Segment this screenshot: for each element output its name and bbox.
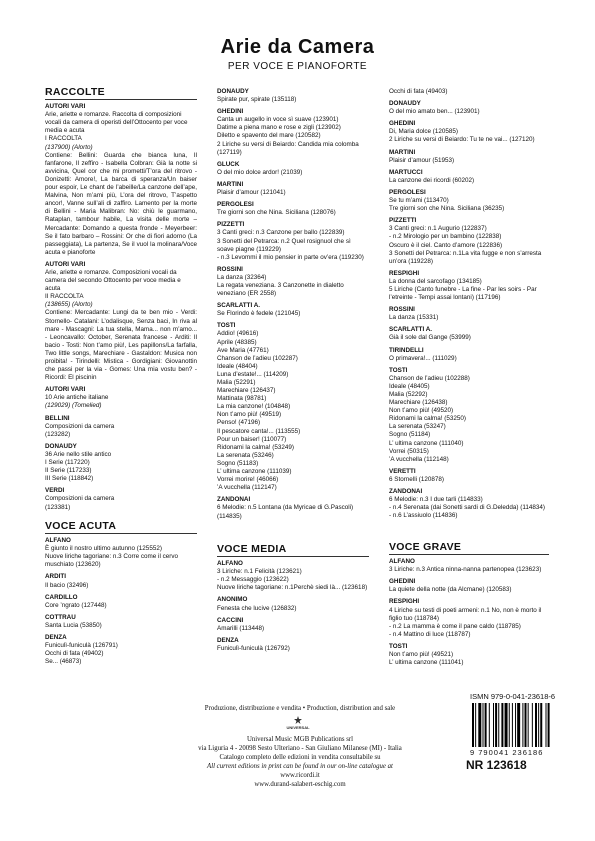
composer-name: ALFANO — [45, 537, 71, 545]
barcode-bar — [498, 703, 499, 747]
barcode-bar — [535, 703, 537, 747]
composer-block — [217, 637, 369, 653]
work-entry: 5 Liriche (Canto funebre - La fine - Par les soirs - Par l’etreinte - Tempi assai lontani) (117196) — [389, 285, 537, 302]
barcode-bar — [505, 703, 508, 747]
composer-block — [217, 201, 369, 217]
work-entry: Contiene: Bellini: Guarda che bianca luna, Il fanfarone, Il zeffiro - Isabella Colbran: Già la notte si avvicina, Quel cor che mi prometti/T’ora del ritrovo - Donizetti: Amore!, La barca di speranza/Un baiser pour espoir, Le chant de l’abeille/La canzone dell’ape, Malvina, Non m’ami più, L’ora del ritrovo, T’aspetto ancor!, Vanne sull’ali di zaffiro. Lamento per la morte di Bellini - Maria Malibran: No: chiù le guarmano, Rataplan, tambour habile, La visita delle morte – Mercadante: Domando a questa fronde - Meyerbeer: Se il fato barbaro – Rossini: Or che di fiori adorno (La passeggiata), La partenza, Se il vuol la molinara/Voce acuta e pianoforte — [45, 151, 197, 256]
barcode-digits: 9 790041 236186 — [470, 748, 544, 757]
work-entry: 2 Liriche su versi di Beiardo: Candida mia colomba (127119) — [217, 140, 359, 156]
composer-block — [45, 573, 197, 589]
work-entry: - n.2 Mirologio per un bambino (122838) — [389, 233, 502, 241]
barcode-icon — [470, 703, 582, 747]
composer-block — [389, 578, 549, 594]
work-entry: 4 Liriche su testi di poeti armeni: n.1 No, non è morto il figlio tuo (118784) — [389, 606, 542, 622]
composer-block — [389, 468, 549, 484]
publisher-link[interactable]: www.ricordi.it — [280, 772, 320, 779]
voce-acuta-section — [45, 522, 197, 670]
composer-block — [389, 306, 549, 322]
barcode-bar — [512, 703, 513, 747]
composer-name: PERGOLESI — [217, 201, 254, 209]
isbn-number: ISMN 979-0-041-23618-6 — [470, 692, 556, 701]
work-entry: ’A vucchella (112147) — [217, 484, 277, 492]
composer-block — [217, 496, 369, 520]
work-entry: Nuove liriche tagoriane: n.1Perchè siedi là... (123618) — [217, 584, 368, 592]
work-entry: 6 Stornelli (120878) — [389, 475, 444, 483]
composer-name: SCARLATTI A. — [389, 326, 433, 334]
composer-block — [217, 560, 369, 592]
work-entry: 3 Sonetti del Petrarca: n.2 Quel rosignuol che sì soave piagne (119229) — [217, 237, 351, 253]
composer-block — [45, 415, 197, 439]
work-entry: Marechiare (126438) — [389, 399, 448, 407]
composer-block — [217, 322, 369, 492]
work-entry: I Serie (117220) — [45, 459, 90, 467]
composer-name: RESPIGHI — [389, 598, 420, 606]
barcode-bar — [501, 703, 503, 747]
publisher-line: Produzione, distribuzione e vendita • Production, distribution and sale — [204, 705, 396, 712]
work-entry: Ave Maria (47761) — [217, 346, 269, 354]
composer-block — [217, 108, 369, 157]
composer-name: TOSTI — [389, 366, 408, 374]
divider — [45, 99, 197, 100]
work-entry: È giunto il nostro ultimo autunno (125552) — [45, 545, 162, 553]
section-heading: VOCE ACUTA — [45, 520, 117, 532]
composer-name: DONAUDY — [217, 88, 249, 95]
composer-block — [389, 189, 549, 213]
composer-block — [217, 221, 369, 261]
work-entry: 3 Liriche: n.3 Antica ninna-nanna partenopea (123623) — [389, 566, 542, 574]
work-entry: Arie, ariette e romanze. Composizioni vocali da camera del secondo Ottocento per voce media e acuta — [45, 268, 181, 293]
composer-block — [389, 169, 549, 185]
work-entry: Vorrei (50315) — [389, 447, 429, 455]
work-entry: Occhi di fata (49402) — [45, 650, 104, 658]
barcode-bar — [525, 703, 527, 747]
work-entry: Occhi di fata (49403) — [389, 88, 448, 95]
composer-block — [389, 367, 549, 464]
logo-text: UNIVERSAL — [286, 725, 310, 730]
composer-name: TIRINDELLI — [389, 346, 424, 354]
barcode-bar — [475, 703, 476, 747]
work-entry: Il bacio (32496) — [45, 581, 89, 589]
work-entry: Chanson de l’adieu (102287) — [217, 354, 298, 362]
composer-name: VERETTI — [389, 467, 416, 475]
composer-name: MARTINI — [217, 180, 244, 188]
work-entry: La canzone dei ricordi (60202) — [389, 176, 475, 184]
composer-name: PIZZETTI — [389, 217, 417, 225]
work-entry: Ideale (48404) — [217, 362, 258, 370]
work-entry: O primavera!... (111029) — [389, 354, 457, 362]
catalog-number: NR 123618 — [466, 758, 527, 772]
composer-name: SCARLATTI A. — [217, 302, 261, 310]
composer-name: DONAUDY — [45, 442, 77, 450]
universal-logo-icon — [283, 715, 313, 733]
work-entry: Plaisir d’amour (121041) — [217, 189, 286, 197]
publisher-link[interactable]: www.durand-salabert-eschig.com — [254, 781, 346, 788]
work-entry: Core ’ngrato (127448) — [45, 601, 107, 609]
work-entry: Composizioni da camera — [45, 495, 115, 503]
composer-name: ALFANO — [217, 560, 243, 568]
work-entry: II RACCOLTA — [45, 293, 84, 301]
composer-block — [45, 386, 197, 410]
work-entry: 36 Arie nello stile antico — [45, 450, 112, 458]
composer-name: AUTORI VARI — [45, 260, 86, 268]
work-entry: 6 Melodie: n.5 Lontana (da Myricae di G.Pascoli) (114835) — [217, 504, 354, 520]
composer-block — [389, 270, 549, 302]
composer-block — [389, 598, 549, 638]
work-entry: (138655) (Alorto) — [45, 301, 93, 309]
barcode-bar — [522, 703, 523, 747]
work-entry: La mia canzone! (104848) — [217, 403, 291, 411]
composer-name: TOSTI — [389, 642, 408, 650]
work-entry: Tre giorni son che Nina. Siciliana (36235) — [389, 205, 505, 213]
divider — [389, 554, 549, 555]
work-entry: 10 Arie antiche italiane — [45, 394, 109, 402]
work-entry: Canta un augello in voce sì suave (123901) — [217, 116, 339, 124]
work-entry: L’ ultima canzone (111041) — [389, 659, 464, 667]
composer-name: DONAUDY — [389, 100, 421, 108]
composer-block — [389, 149, 549, 165]
composer-block — [389, 643, 549, 667]
composer-block — [217, 181, 369, 197]
work-entry: Datime a piena mano e rose e zigli (123902) — [217, 124, 341, 132]
work-entry: Non t’amo più! (49521) — [389, 651, 454, 659]
composer-block — [45, 594, 197, 610]
work-entry: II Serie (117233) — [45, 467, 92, 475]
work-entry: Fenesta che lucive (126832) — [217, 604, 297, 612]
work-entry: Non t’amo più! (49520) — [389, 407, 454, 415]
barcode-bar — [546, 703, 547, 747]
work-entry: Di, Maria dolce (120585) — [389, 128, 458, 136]
section-heading: VOCE MEDIA — [217, 543, 287, 555]
composer-name: TOSTI — [217, 322, 236, 330]
composer-name: GHEDINI — [389, 120, 416, 128]
composer-block — [45, 614, 197, 630]
work-entry: Se Florindo è fedele (121045) — [217, 310, 301, 318]
composer-block — [45, 261, 197, 382]
composer-block — [217, 161, 369, 177]
work-entry: (137900) (Alorto) — [45, 143, 93, 151]
barcode-bar — [509, 703, 510, 747]
work-entry: Il pescatore canta!... (113555) — [217, 427, 301, 435]
composer-block — [217, 617, 369, 633]
work-entry: Sogno (51184) — [389, 431, 431, 439]
work-entry: Sogno (51183) — [217, 459, 259, 467]
work-entry: Già il sole dal Gange (53999) — [389, 334, 471, 342]
work-entry: Arie, ariette e romanze. Raccolta di composizioni vocali da camera di operisti dell’Ottocento per voce media e acuta — [45, 111, 188, 135]
work-entry: Contiene: Mercadante: Lungi da te ben mio - Verdi: Stornello- Catalani: L’odalisque, Senza baci, In riva al mare - Mascagni: La tua stella, Mama... non m’amo... - Leoncavallo: October, Serenata francese - Arditi: Il bacio - Tosti: Non t’amo più!, Les papillons/La farfalla, Two little songs, Marechiare - Gastaldon: Musica non proibita! - Tirindelli: Mistica - Gordigiani: Giovanottin che passi per la via - Gomes: Una mia vostu ben? - Ricordi: El piscinin — [45, 309, 197, 382]
composer-name: CARDILLO — [45, 593, 78, 601]
work-entry: Diletto e spavento del mare (120582) — [217, 132, 321, 140]
composer-name: MARTINI — [389, 148, 416, 156]
composer-name: GLUCK — [217, 160, 240, 168]
voce-grave-section — [389, 543, 549, 671]
work-entry: Funiculì-funiculà (126791) — [45, 642, 118, 650]
work-entry: Nuove liriche tagoriane: n.3 Corre come il cervo muschiato (123620) — [45, 553, 178, 569]
barcode-bar — [538, 703, 539, 747]
work-entry: - n.4 Serenata (dai Sonetti sardi di G.Deledda) (114834) — [389, 504, 545, 512]
work-entry: (123282) — [45, 430, 71, 438]
composer-name: PIZZETTI — [217, 221, 245, 229]
composer-name: DENZA — [217, 636, 239, 644]
composer-name: ROSSINI — [389, 306, 415, 314]
publisher-line: Catalogo completo delle edizioni in vendita consultabile su — [219, 754, 381, 761]
work-entry: Luna d’estate!... (114209) — [217, 370, 289, 378]
composer-name: DENZA — [45, 634, 67, 642]
work-entry: 3 Liriche: n.1 Felicità (123621) — [217, 568, 302, 576]
barcode-bar — [548, 703, 550, 747]
composer-name: GHEDINI — [217, 108, 244, 116]
composer-name: BELLINI — [45, 414, 70, 422]
publisher-line: via Liguria 4 - 20098 Sesto Ulteriano - San Giuliano Milanese (MI) - Italia — [198, 745, 402, 752]
work-entry: Funiculì-funiculà (126792) — [217, 644, 290, 652]
barcode-bar — [528, 703, 529, 747]
work-entry: 3 Sonetti del Petrarca: n.1La vita fugge e non s’arresta un’ora (119228) — [389, 249, 542, 265]
work-entry: I RACCOLTA — [45, 135, 82, 143]
column-three-list — [389, 88, 549, 524]
work-entry: Plaisir d’amour (51953) — [389, 156, 455, 164]
composer-name: COTTRAU — [45, 613, 76, 621]
composer-block — [45, 634, 197, 666]
work-entry: Ridonami la calma! (53249) — [217, 443, 294, 451]
barcode-bar — [493, 703, 494, 747]
barcode-bar — [540, 703, 542, 747]
barcode-bar — [489, 703, 490, 747]
composer-block — [45, 537, 197, 569]
work-entry: Malia (52291) — [217, 379, 256, 386]
work-entry: (123381) — [45, 503, 71, 511]
work-entry: Amarilli (113448) — [217, 624, 265, 632]
composer-block — [217, 302, 369, 318]
work-entry: L’ ultima canzone (111040) — [389, 439, 464, 447]
work-entry: La serenata (53247) — [389, 423, 446, 431]
work-entry: 6 Melodie: n.3 I due tarli (114833) — [389, 496, 483, 504]
composer-name: MARTUCCI — [389, 168, 423, 176]
work-entry: ’A vucchella (112148) — [389, 455, 449, 463]
work-entry: O del mio amato ben... (123901) — [389, 108, 480, 116]
composer-name: ALFANO — [389, 558, 415, 566]
work-entry: 3 Canti greci: n.3 Canzone per ballo (122839) — [217, 229, 345, 237]
work-entry: Penso! (47196) — [217, 419, 261, 427]
work-entry: Tre giorni son che Nina. Siciliana (128076) — [217, 209, 336, 217]
barcode-bar — [483, 703, 484, 747]
work-entry: O del mio dolce ardor! (21039) — [217, 168, 303, 176]
work-entry: III Serie (118842) — [45, 475, 94, 483]
section-heading: VOCE GRAVE — [389, 541, 462, 553]
work-entry: Marechiare (126437) — [217, 387, 276, 395]
page-subtitle: PER VOCE E PIANOFORTE — [227, 61, 368, 72]
column-two-list — [217, 88, 369, 525]
composer-block — [389, 347, 549, 363]
barcode-bar — [517, 703, 520, 747]
publisher-line: All current editions in print can be found in our on-line catalogue at — [207, 763, 393, 770]
composer-block — [389, 326, 549, 342]
work-entry: La danza (32364) — [217, 273, 267, 281]
barcode-bar — [495, 703, 497, 747]
voce-media-section — [217, 545, 369, 657]
work-entry: Malia (52292) — [389, 391, 428, 398]
work-entry: Non t’amo più! (49519) — [217, 411, 282, 419]
work-entry: - n.2 La mamma è come il pane caldo (118785) — [389, 622, 521, 630]
composer-name: VERDI — [45, 487, 65, 495]
composer-block — [389, 558, 549, 574]
composer-name: GHEDINI — [389, 578, 416, 586]
work-entry: Mattinata (98781) — [217, 395, 267, 403]
work-entry: Spirate pur, spirate (135118) — [217, 96, 297, 104]
work-entry: Ridonami la calma! (53250) — [389, 415, 466, 423]
work-entry: La donna del sarcofago (134185) — [389, 277, 482, 285]
work-entry: Se tu m’ami (113470) — [389, 197, 449, 205]
barcode-bar — [472, 703, 474, 747]
composer-name: RESPIGHI — [389, 269, 420, 277]
work-entry: Composizioni da camera — [45, 422, 115, 430]
barcode-bar — [485, 703, 487, 747]
page-title: Arie da Camera — [220, 36, 375, 58]
divider — [217, 556, 369, 557]
work-entry: Santa Lucia (53850) — [45, 621, 102, 629]
work-entry: - n.4 Mattino di luce (118787) — [389, 630, 471, 638]
composer-block — [389, 217, 549, 266]
work-entry: La regata veneziana. 3 Canzonette in dialetto veneziano (ER 2558) — [217, 281, 344, 298]
barcode-bar — [532, 703, 533, 747]
composer-name: ANONIMO — [217, 596, 248, 604]
composer-block — [217, 266, 369, 298]
composer-name: ROSSINI — [217, 265, 243, 273]
composer-name: CACCINI — [217, 616, 244, 624]
work-entry: 2 Liriche su versi di Beiardo: Tu te ne vai... (127120) — [389, 136, 535, 144]
work-entry: Aprile (48385) — [217, 338, 257, 346]
composer-name: ARDITI — [45, 573, 66, 581]
raccolte-section — [45, 88, 197, 516]
work-entry: La serenata (53246) — [217, 451, 274, 459]
composer-block — [389, 120, 549, 144]
composer-block — [217, 88, 369, 104]
work-entry: - n.3 Levommi il mio pensier in parte ov’era (119230) — [217, 253, 364, 261]
work-entry: Oscuro è il ciel. Canto d’amore (122836) — [389, 241, 503, 249]
composer-name: PERGOLESI — [389, 188, 426, 196]
barcode-bar — [515, 703, 516, 747]
work-entry: La danza (15331) — [389, 314, 439, 322]
composer-block — [217, 596, 369, 612]
composer-name: ZANDONAI — [389, 488, 423, 496]
composer-block — [45, 443, 197, 483]
work-entry: Chanson de l’adieu (102288) — [389, 374, 470, 382]
work-entry: - n.2 Messaggio (123622) — [217, 576, 289, 584]
composer-name: AUTORI VARI — [45, 103, 86, 111]
work-entry: La quiete della notte (da Alcmane) (120583) — [389, 586, 512, 594]
publisher-line: Universal Music MGB Publications srl — [246, 736, 354, 743]
work-entry: 3 Canti greci: n.1 Augurio (122837) — [389, 225, 487, 233]
composer-name: AUTORI VARI — [45, 386, 86, 394]
work-entry: Addio! (49616) — [217, 330, 259, 338]
work-entry: (129029) (Tomelied) — [45, 402, 102, 410]
work-entry: Vorrei morire! (46066) — [217, 476, 279, 484]
work-entry: Ideale (48405) — [389, 382, 430, 390]
work-entry: - n.6 L’assiuolo (114836) — [389, 512, 458, 520]
work-entry: Se... (46873) — [45, 658, 82, 666]
work-entry: Pour un baiser! (110077) — [217, 435, 287, 443]
barcode-bar — [478, 703, 481, 747]
composer-block — [389, 100, 549, 116]
composer-block — [389, 488, 549, 520]
composer-block — [389, 88, 549, 96]
section-heading: RACCOLTE — [45, 86, 105, 98]
composer-block — [45, 487, 197, 511]
work-entry: L’ ultima canzone (111039) — [217, 468, 292, 476]
divider — [45, 533, 197, 534]
composer-block — [45, 103, 197, 257]
composer-name: ZANDONAI — [217, 496, 251, 504]
